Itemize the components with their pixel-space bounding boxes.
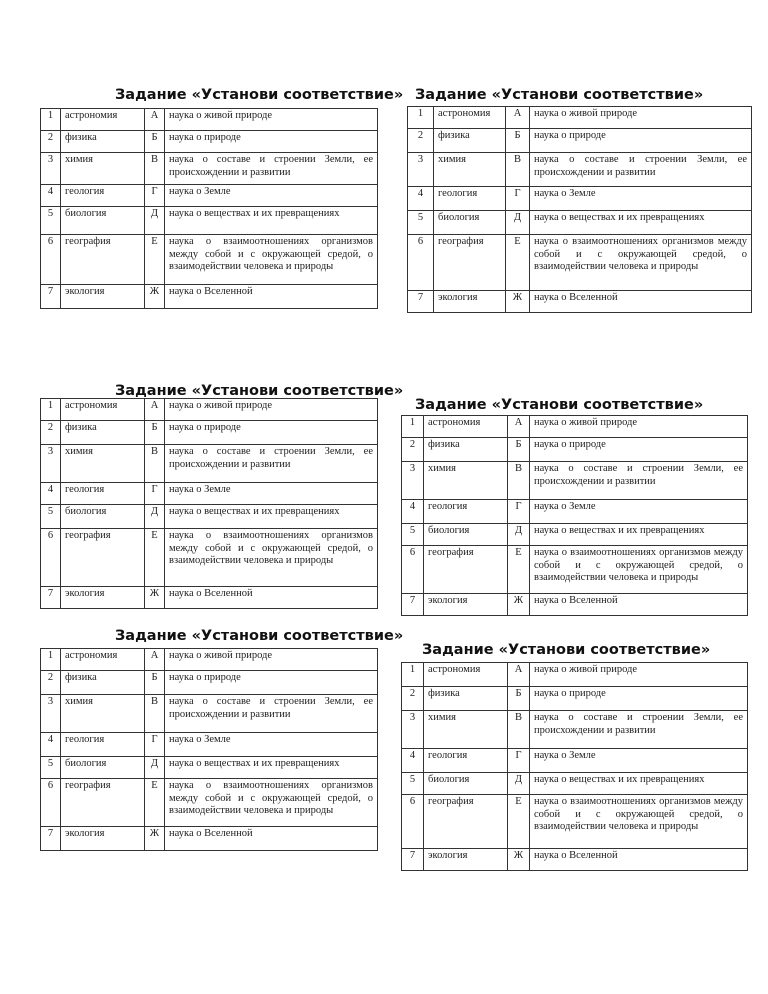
matching-table [40, 398, 378, 609]
table-row [402, 849, 748, 871]
row-number: 1 [41, 399, 61, 421]
table-row [41, 421, 378, 445]
row-number: 5 [408, 211, 434, 235]
subject-cell: физика [61, 671, 145, 695]
subject-cell: физика [424, 687, 508, 711]
table-row [41, 733, 378, 757]
definition-cell: наука о природе [165, 421, 378, 445]
letter-cell: Б [145, 671, 165, 695]
letter-cell: Е [508, 795, 530, 849]
subject-cell: биология [61, 505, 145, 529]
definition-cell: наука о Вселенной [165, 587, 378, 609]
table-body [41, 649, 378, 851]
definition-cell: наука о веществах и их превращениях [165, 207, 378, 235]
subject-cell: геология [61, 483, 145, 505]
subject-cell: география [61, 235, 145, 285]
letter-cell: В [508, 462, 530, 500]
table-row [41, 587, 378, 609]
table-row [402, 687, 748, 711]
row-number: 1 [402, 663, 424, 687]
table-row [402, 524, 748, 546]
table-row [41, 671, 378, 695]
subject-cell: география [61, 779, 145, 827]
table-row [408, 107, 752, 129]
definition-cell: наука о составе и строении Земли, ее происхождении и развитии [530, 711, 748, 749]
letter-cell: Г [145, 483, 165, 505]
definition-cell: наука о Земле [165, 185, 378, 207]
table-body [402, 663, 748, 871]
letter-cell: Е [145, 235, 165, 285]
subject-cell: химия [424, 462, 508, 500]
subject-cell: биология [424, 524, 508, 546]
row-number: 2 [41, 421, 61, 445]
table-row [41, 235, 378, 285]
table-body [41, 399, 378, 609]
table-row [41, 757, 378, 779]
letter-cell: А [145, 399, 165, 421]
row-number: 4 [402, 749, 424, 773]
row-number: 2 [408, 129, 434, 153]
definition-cell: наука о живой природе [530, 663, 748, 687]
table-row [408, 211, 752, 235]
table-row [402, 663, 748, 687]
table-row [41, 153, 378, 185]
subject-cell: биология [61, 757, 145, 779]
row-number: 6 [408, 235, 434, 291]
subject-cell: геология [424, 500, 508, 524]
row-number: 1 [408, 107, 434, 129]
definition-cell: наука о природе [530, 687, 748, 711]
definition-cell: наука о составе и строении Земли, ее происхождении и развитии [165, 445, 378, 483]
definition-cell: наука о веществах и их превращениях [530, 524, 748, 546]
table-row [41, 827, 378, 851]
definition-cell: наука о живой природе [165, 649, 378, 671]
table-row [41, 483, 378, 505]
row-number: 2 [402, 687, 424, 711]
subject-cell: химия [434, 153, 506, 187]
definition-cell: наука о взаимоотношениях организмов между собой и с окружающей средой, о взаимодействии человека и природы [165, 529, 378, 587]
table-row [41, 649, 378, 671]
worksheet-title: Задание «Установи соответствие» [115, 628, 404, 644]
row-number: 7 [408, 291, 434, 313]
definition-cell: наука о Вселенной [530, 849, 748, 871]
subject-cell: экология [61, 587, 145, 609]
definition-cell: наука о веществах и их превращениях [530, 211, 752, 235]
row-number: 6 [41, 529, 61, 587]
letter-cell: Г [506, 187, 530, 211]
definition-cell: наука о природе [165, 671, 378, 695]
table-row [402, 773, 748, 795]
definition-cell: наука о Земле [530, 187, 752, 211]
subject-cell: химия [61, 445, 145, 483]
definition-cell: наука о Земле [530, 500, 748, 524]
letter-cell: А [508, 416, 530, 438]
row-number: 1 [41, 649, 61, 671]
table-row [402, 546, 748, 594]
row-number: 1 [41, 109, 61, 131]
definition-cell: наука о живой природе [530, 107, 752, 129]
row-number: 6 [41, 235, 61, 285]
letter-cell: А [145, 109, 165, 131]
table-body [408, 107, 752, 313]
table-row [41, 529, 378, 587]
letter-cell: Б [145, 131, 165, 153]
matching-table [40, 648, 378, 851]
table-body [41, 109, 378, 309]
table-row [408, 235, 752, 291]
letter-cell: Г [508, 500, 530, 524]
definition-cell: наука о природе [530, 438, 748, 462]
definition-cell: наука о Вселенной [165, 285, 378, 309]
table-row [41, 207, 378, 235]
row-number: 2 [41, 131, 61, 153]
row-number: 4 [41, 483, 61, 505]
table-row [402, 711, 748, 749]
table-body [402, 416, 748, 616]
worksheet-title: Задание «Установи соответствие» [415, 397, 704, 413]
letter-cell: Е [506, 235, 530, 291]
matching-table [407, 106, 752, 313]
row-number: 6 [402, 546, 424, 594]
letter-cell: Г [145, 733, 165, 757]
subject-cell: физика [424, 438, 508, 462]
definition-cell: наука о взаимоотношениях организмов между собой и с окружающей средой, о взаимодействии человека и природы [165, 235, 378, 285]
row-number: 6 [41, 779, 61, 827]
matching-table [40, 108, 378, 309]
worksheet-title: Задание «Установи соответствие» [115, 87, 404, 103]
definition-cell: наука о живой природе [530, 416, 748, 438]
subject-cell: астрономия [434, 107, 506, 129]
row-number: 5 [402, 773, 424, 795]
letter-cell: Д [506, 211, 530, 235]
letter-cell: Д [145, 757, 165, 779]
subject-cell: экология [61, 827, 145, 851]
row-number: 3 [41, 153, 61, 185]
row-number: 7 [402, 849, 424, 871]
letter-cell: Ж [508, 849, 530, 871]
definition-cell: наука о живой природе [165, 399, 378, 421]
row-number: 2 [402, 438, 424, 462]
letter-cell: Д [508, 773, 530, 795]
letter-cell: А [145, 649, 165, 671]
subject-cell: география [424, 795, 508, 849]
subject-cell: биология [434, 211, 506, 235]
subject-cell: геология [424, 749, 508, 773]
row-number: 6 [402, 795, 424, 849]
definition-cell: наука о составе и строении Земли, ее происхождении и развитии [165, 153, 378, 185]
letter-cell: Ж [145, 285, 165, 309]
worksheet-title: Задание «Установи соответствие» [115, 383, 404, 399]
row-number: 3 [41, 695, 61, 733]
row-number: 3 [408, 153, 434, 187]
row-number: 5 [402, 524, 424, 546]
letter-cell: В [145, 445, 165, 483]
subject-cell: астрономия [61, 109, 145, 131]
letter-cell: Б [508, 438, 530, 462]
worksheet-title: Задание «Установи соответствие» [415, 87, 704, 103]
subject-cell: геология [61, 185, 145, 207]
row-number: 5 [41, 505, 61, 529]
letter-cell: Ж [506, 291, 530, 313]
subject-cell: химия [424, 711, 508, 749]
letter-cell: Д [508, 524, 530, 546]
definition-cell: наука о составе и строении Земли, ее происхождении и развитии [165, 695, 378, 733]
letter-cell: Е [145, 529, 165, 587]
row-number: 5 [41, 207, 61, 235]
row-number: 7 [402, 594, 424, 616]
subject-cell: астрономия [61, 399, 145, 421]
table-row [41, 445, 378, 483]
table-row [408, 291, 752, 313]
definition-cell: наука о Вселенной [165, 827, 378, 851]
definition-cell: наука о природе [530, 129, 752, 153]
subject-cell: физика [61, 131, 145, 153]
definition-cell: наука о Вселенной [530, 291, 752, 313]
subject-cell: экология [424, 594, 508, 616]
subject-cell: химия [61, 153, 145, 185]
definition-cell: наука о веществах и их превращениях [165, 757, 378, 779]
row-number: 5 [41, 757, 61, 779]
letter-cell: Ж [145, 827, 165, 851]
table-row [41, 131, 378, 153]
table-row [41, 695, 378, 733]
table-row [402, 795, 748, 849]
letter-cell: В [145, 695, 165, 733]
table-row [41, 109, 378, 131]
table-row [41, 399, 378, 421]
definition-cell: наука о составе и строении Земли, ее происхождении и развитии [530, 153, 752, 187]
subject-cell: экология [434, 291, 506, 313]
row-number: 4 [402, 500, 424, 524]
table-row [41, 185, 378, 207]
row-number: 1 [402, 416, 424, 438]
letter-cell: Б [506, 129, 530, 153]
table-row [408, 129, 752, 153]
table-row [402, 749, 748, 773]
subject-cell: география [434, 235, 506, 291]
subject-cell: экология [61, 285, 145, 309]
row-number: 4 [41, 185, 61, 207]
table-row [402, 594, 748, 616]
subject-cell: география [424, 546, 508, 594]
letter-cell: Б [508, 687, 530, 711]
table-row [402, 416, 748, 438]
definition-cell: наука о природе [165, 131, 378, 153]
subject-cell: геология [434, 187, 506, 211]
matching-table [401, 415, 748, 616]
definition-cell: наука о Земле [530, 749, 748, 773]
letter-cell: А [508, 663, 530, 687]
subject-cell: химия [61, 695, 145, 733]
definition-cell: наука о Земле [165, 483, 378, 505]
letter-cell: В [508, 711, 530, 749]
table-row [402, 462, 748, 500]
letter-cell: Г [508, 749, 530, 773]
table-row [402, 500, 748, 524]
letter-cell: В [145, 153, 165, 185]
letter-cell: Ж [508, 594, 530, 616]
definition-cell: наука о веществах и их превращениях [165, 505, 378, 529]
subject-cell: экология [424, 849, 508, 871]
definition-cell: наука о взаимоотношениях организмов между собой и с окружающей средой, о взаимодействии человека и природы [530, 795, 748, 849]
table-row [41, 285, 378, 309]
letter-cell: Е [145, 779, 165, 827]
row-number: 3 [402, 711, 424, 749]
subject-cell: астрономия [61, 649, 145, 671]
matching-table [401, 662, 748, 871]
letter-cell: Е [508, 546, 530, 594]
subject-cell: астрономия [424, 416, 508, 438]
definition-cell: наука о живой природе [165, 109, 378, 131]
definition-cell: наука о Вселенной [530, 594, 748, 616]
definition-cell: наука о взаимоотношениях организмов между собой и с окружающей средой, о взаимодействии человека и природы [165, 779, 378, 827]
definition-cell: наука о взаимоотношениях организмов между собой и с окружающей средой, о взаимодействии человека и природы [530, 546, 748, 594]
letter-cell: Г [145, 185, 165, 207]
table-row [408, 187, 752, 211]
worksheet-title: Задание «Установи соответствие» [422, 642, 711, 658]
row-number: 7 [41, 587, 61, 609]
table-row [408, 153, 752, 187]
definition-cell: наука о веществах и их превращениях [530, 773, 748, 795]
table-row [41, 505, 378, 529]
letter-cell: А [506, 107, 530, 129]
subject-cell: физика [434, 129, 506, 153]
definition-cell: наука о Земле [165, 733, 378, 757]
subject-cell: астрономия [424, 663, 508, 687]
row-number: 4 [41, 733, 61, 757]
definition-cell: наука о составе и строении Земли, ее происхождении и развитии [530, 462, 748, 500]
row-number: 3 [402, 462, 424, 500]
subject-cell: география [61, 529, 145, 587]
subject-cell: биология [61, 207, 145, 235]
letter-cell: В [506, 153, 530, 187]
subject-cell: физика [61, 421, 145, 445]
table-row [402, 438, 748, 462]
definition-cell: наука о взаимоотношениях организмов между собой и с окружающей средой, о взаимодействии человека и природы [530, 235, 752, 291]
letter-cell: Ж [145, 587, 165, 609]
row-number: 2 [41, 671, 61, 695]
letter-cell: Д [145, 207, 165, 235]
letter-cell: Б [145, 421, 165, 445]
table-row [41, 779, 378, 827]
row-number: 3 [41, 445, 61, 483]
row-number: 7 [41, 285, 61, 309]
subject-cell: биология [424, 773, 508, 795]
letter-cell: Д [145, 505, 165, 529]
row-number: 7 [41, 827, 61, 851]
row-number: 4 [408, 187, 434, 211]
subject-cell: геология [61, 733, 145, 757]
